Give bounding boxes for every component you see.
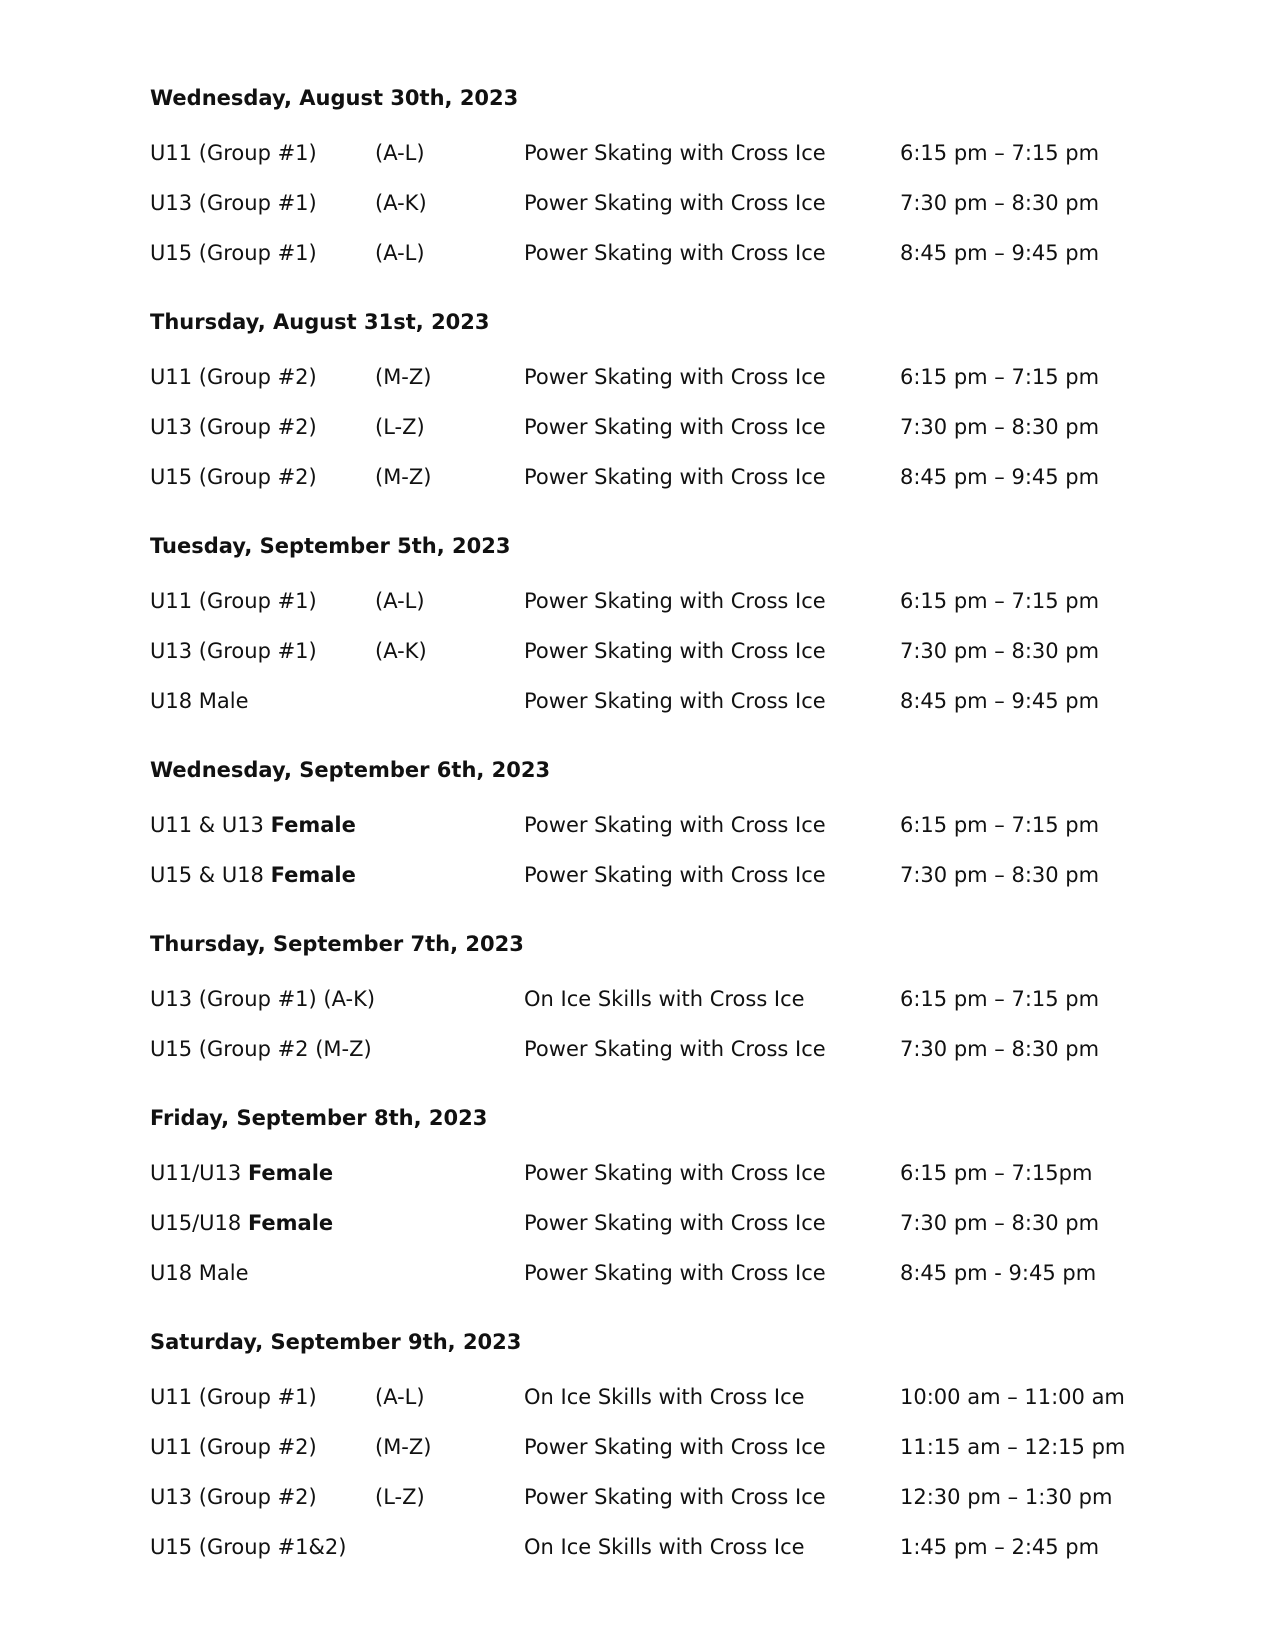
name-range-cell: (L-Z) — [375, 1485, 425, 1509]
session-cell: Power Skating with Cross Ice — [524, 365, 826, 389]
schedule-row — [150, 402, 1150, 452]
session-cell: Power Skating with Cross Ice — [524, 1161, 826, 1185]
day-section — [150, 302, 1150, 502]
session-cell: On Ice Skills with Cross Ice — [524, 1385, 805, 1409]
session-cell: Power Skating with Cross Ice — [524, 589, 826, 613]
time-cell: 8:45 pm – 9:45 pm — [900, 465, 1100, 489]
session-cell: Power Skating with Cross Ice — [524, 1435, 826, 1459]
day-heading: Friday, September 8th, 2023 — [150, 1106, 488, 1130]
schedule-row — [150, 1522, 1150, 1572]
day-section — [150, 1098, 1150, 1298]
day-section — [150, 78, 1150, 278]
team-cell — [150, 850, 356, 900]
team-label: U13 (Group #1) — [150, 639, 317, 663]
time-cell: 12:30 pm – 1:30 pm — [900, 1485, 1113, 1509]
team-label: U18 Male — [150, 689, 249, 713]
name-range-cell: (M-Z) — [375, 465, 432, 489]
time-cell: 7:30 pm – 8:30 pm — [900, 1037, 1100, 1061]
team-label: U11 (Group #1) — [150, 1385, 317, 1409]
session-cell: On Ice Skills with Cross Ice — [524, 987, 805, 1011]
name-range-cell: (L-Z) — [375, 415, 425, 439]
time-cell: 6:15 pm – 7:15 pm — [900, 365, 1100, 389]
time-cell: 7:30 pm – 8:30 pm — [900, 415, 1100, 439]
schedule-row — [150, 974, 1150, 1024]
time-cell: 11:15 am – 12:15 pm — [900, 1435, 1126, 1459]
session-cell: Power Skating with Cross Ice — [524, 241, 826, 265]
team-gender-label: Female — [247, 1211, 334, 1235]
team-cell — [150, 178, 317, 228]
team-cell — [150, 402, 317, 452]
time-cell: 7:30 pm – 8:30 pm — [900, 639, 1100, 663]
schedule-row — [150, 800, 1150, 850]
team-label: U15 (Group #2 (M-Z) — [150, 1037, 372, 1061]
session-cell: Power Skating with Cross Ice — [524, 639, 826, 663]
name-range-cell: (A-L) — [375, 241, 425, 265]
schedule-row — [150, 1422, 1150, 1472]
team-gender-label: Female — [270, 863, 356, 887]
schedule-row — [150, 178, 1150, 228]
day-heading: Tuesday, September 5th, 2023 — [150, 534, 511, 558]
schedule-row — [150, 228, 1150, 278]
team-cell — [150, 1024, 372, 1074]
time-cell: 10:00 am – 11:00 am — [900, 1385, 1125, 1409]
team-cell — [150, 676, 249, 726]
name-range-cell: (A-K) — [375, 191, 427, 215]
team-cell — [150, 576, 317, 626]
day-section — [150, 526, 1150, 726]
schedule-row — [150, 352, 1150, 402]
team-cell — [150, 1148, 333, 1198]
team-label: U11 (Group #1) — [150, 589, 317, 613]
session-cell: Power Skating with Cross Ice — [524, 141, 826, 165]
schedule-row — [150, 1148, 1150, 1198]
team-label: U15 (Group #1&2) — [150, 1535, 347, 1559]
time-cell: 6:15 pm – 7:15 pm — [900, 813, 1100, 837]
team-label: U15/U18 — [150, 1211, 248, 1235]
team-cell — [150, 352, 317, 402]
name-range-cell: (A-L) — [375, 589, 425, 613]
time-cell: 8:45 pm – 9:45 pm — [900, 241, 1100, 265]
day-section — [150, 1322, 1150, 1572]
team-cell — [150, 974, 375, 1024]
time-cell: 7:30 pm – 8:30 pm — [900, 191, 1100, 215]
schedule-row — [150, 1024, 1150, 1074]
team-label: U15 (Group #2) — [150, 465, 317, 489]
schedule-row — [150, 452, 1150, 502]
time-cell: 8:45 pm - 9:45 pm — [900, 1261, 1097, 1285]
team-gender-label: Female — [247, 1161, 334, 1185]
time-cell: 8:45 pm – 9:45 pm — [900, 689, 1100, 713]
team-label: U18 Male — [150, 1261, 249, 1285]
day-heading: Thursday, September 7th, 2023 — [150, 932, 524, 956]
session-cell: Power Skating with Cross Ice — [524, 689, 826, 713]
team-cell — [150, 1422, 317, 1472]
name-range-cell: (A-L) — [375, 141, 425, 165]
schedule-row — [150, 576, 1150, 626]
team-cell — [150, 128, 317, 178]
team-cell — [150, 452, 317, 502]
time-cell: 7:30 pm – 8:30 pm — [900, 1211, 1100, 1235]
team-label: U13 (Group #2) — [150, 415, 317, 439]
team-cell — [150, 1472, 317, 1522]
time-cell: 6:15 pm – 7:15 pm — [900, 589, 1100, 613]
team-label: U11 (Group #2) — [150, 1435, 317, 1459]
session-cell: Power Skating with Cross Ice — [524, 1485, 826, 1509]
session-cell: Power Skating with Cross Ice — [524, 863, 826, 887]
team-cell — [150, 1198, 333, 1248]
team-label: U11/U13 — [150, 1161, 248, 1185]
schedule-document — [150, 78, 1150, 1596]
name-range-cell: (M-Z) — [375, 365, 432, 389]
day-heading: Saturday, September 9th, 2023 — [150, 1330, 522, 1354]
time-cell: 6:15 pm – 7:15 pm — [900, 987, 1100, 1011]
team-cell — [150, 1522, 346, 1572]
name-range-cell: (A-K) — [375, 639, 427, 663]
schedule-row — [150, 850, 1150, 900]
team-gender-label: Female — [270, 813, 356, 837]
time-cell: 7:30 pm – 8:30 pm — [900, 863, 1100, 887]
schedule-row — [150, 1198, 1150, 1248]
team-label: U15 & U18 — [150, 863, 271, 887]
team-cell — [150, 1372, 317, 1422]
day-heading: Wednesday, August 30th, 2023 — [150, 86, 519, 110]
day-heading: Wednesday, September 6th, 2023 — [150, 758, 551, 782]
name-range-cell: (M-Z) — [375, 1435, 432, 1459]
name-range-cell: (A-L) — [375, 1385, 425, 1409]
team-cell — [150, 800, 356, 850]
time-cell: 6:15 pm – 7:15 pm — [900, 141, 1100, 165]
session-cell: Power Skating with Cross Ice — [524, 191, 826, 215]
schedule-row — [150, 1372, 1150, 1422]
session-cell: On Ice Skills with Cross Ice — [524, 1535, 805, 1559]
session-cell: Power Skating with Cross Ice — [524, 813, 826, 837]
team-label: U11 & U13 — [150, 813, 271, 837]
time-cell: 6:15 pm – 7:15pm — [900, 1161, 1093, 1185]
day-section — [150, 924, 1150, 1074]
day-heading: Thursday, August 31st, 2023 — [150, 310, 490, 334]
team-cell — [150, 228, 317, 278]
time-cell: 1:45 pm – 2:45 pm — [900, 1535, 1100, 1559]
session-cell: Power Skating with Cross Ice — [524, 415, 826, 439]
session-cell: Power Skating with Cross Ice — [524, 1261, 826, 1285]
team-label: U11 (Group #1) — [150, 141, 317, 165]
team-label: U11 (Group #2) — [150, 365, 317, 389]
team-cell — [150, 1248, 249, 1298]
schedule-row — [150, 1248, 1150, 1298]
team-label: U15 (Group #1) — [150, 241, 317, 265]
session-cell: Power Skating with Cross Ice — [524, 1211, 826, 1235]
session-cell: Power Skating with Cross Ice — [524, 465, 826, 489]
session-cell: Power Skating with Cross Ice — [524, 1037, 826, 1061]
day-section — [150, 750, 1150, 900]
schedule-row — [150, 1472, 1150, 1522]
team-label: U13 (Group #1) — [150, 191, 317, 215]
team-cell — [150, 626, 317, 676]
schedule-row — [150, 128, 1150, 178]
schedule-row — [150, 676, 1150, 726]
schedule-row — [150, 626, 1150, 676]
team-label: U13 (Group #2) — [150, 1485, 317, 1509]
team-label: U13 (Group #1) (A-K) — [150, 987, 376, 1011]
